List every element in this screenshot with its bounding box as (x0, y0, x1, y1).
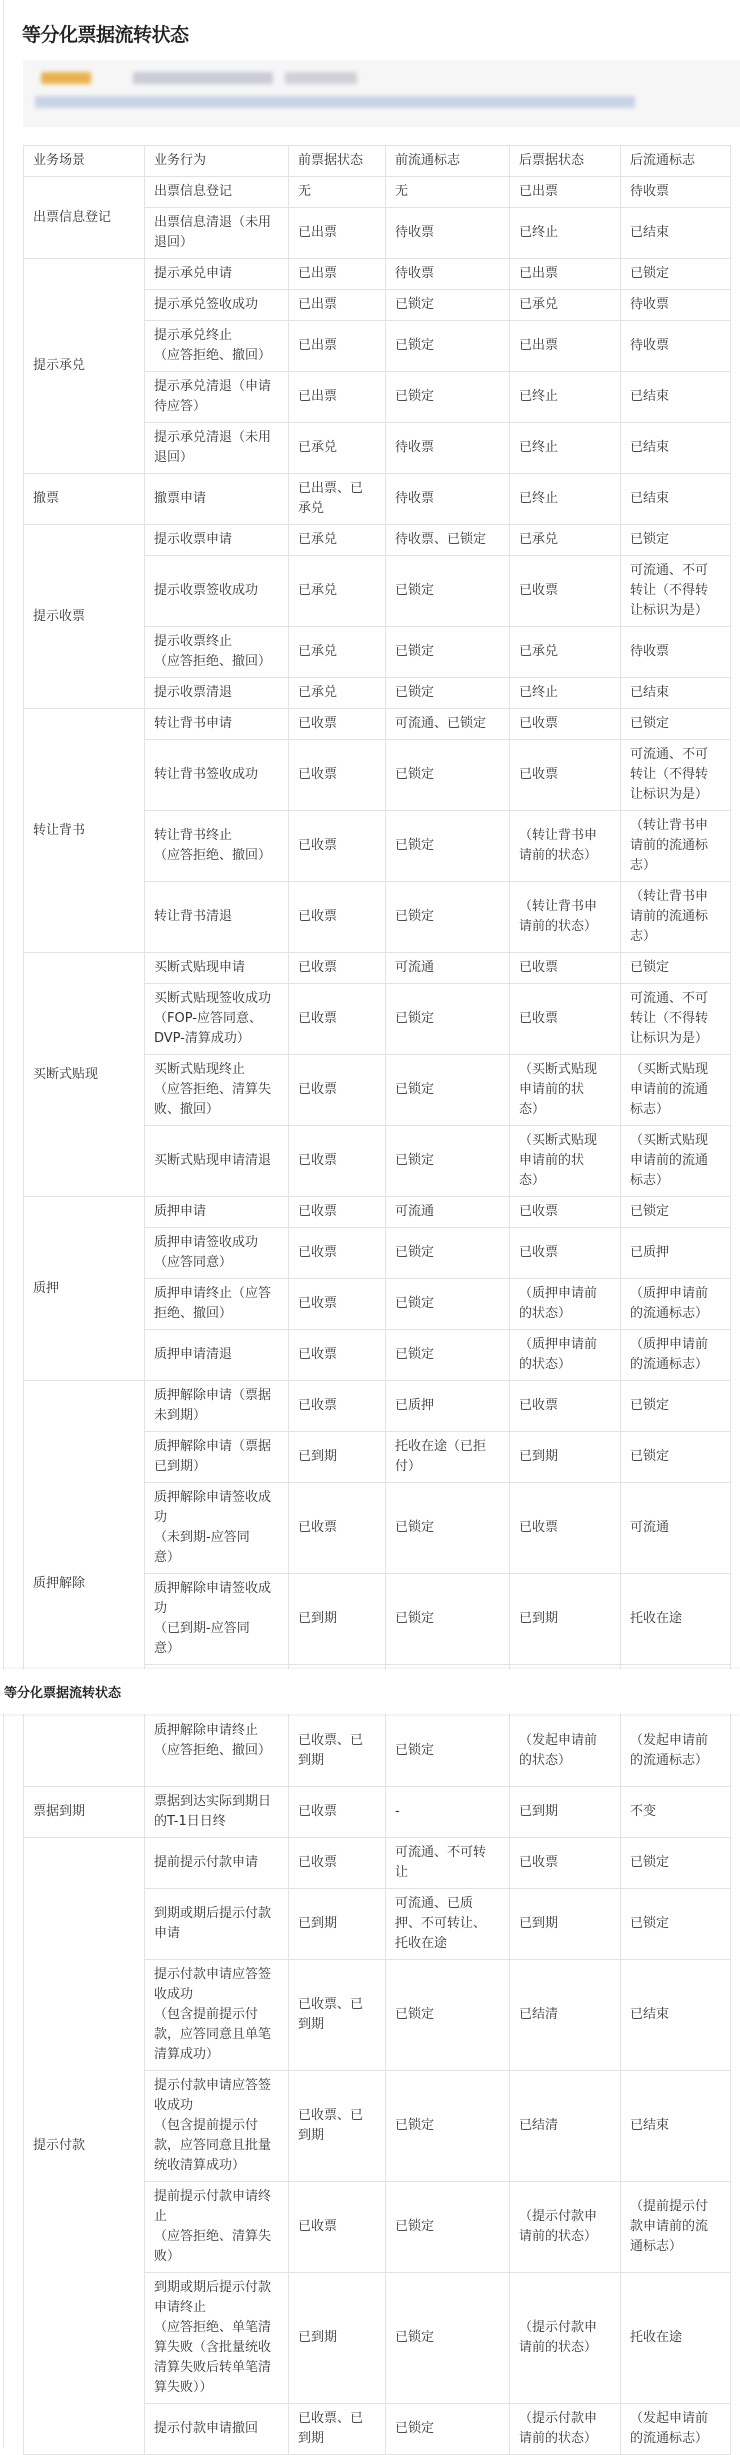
cell-post-circulation-flag: （买断式贴现 申请前的流通 标志） (621, 1126, 731, 1197)
cell-post-circulation-flag: （发起申请前 的流通标志） (621, 1665, 731, 1787)
cell-action: 质押解除申请终止 （应答拒绝、撤回） (145, 1665, 289, 1787)
cell-prev-circulation-flag: 已锁定 (386, 2404, 510, 2455)
cell-prev-circulation-flag: 待收票、已锁定 (386, 525, 510, 556)
cell-action: 票据到达实际到期日 的T-1日日终 (145, 1787, 289, 1838)
cell-post-circulation-flag: 托收在途 (621, 1574, 731, 1665)
table-row (24, 709, 731, 740)
cell-post-bill-status: （买断式贴现 申请前的状 态） (510, 1055, 621, 1126)
cell-post-bill-status: 已终止 (510, 208, 621, 259)
cell-prev-circulation-flag: - (386, 1787, 510, 1838)
cell-prev-bill-status: 已收票 (289, 740, 386, 811)
cell-post-circulation-flag: 已结束 (621, 423, 731, 474)
author-badge-icon (41, 72, 91, 84)
cell-action: 到期或期后提示付款 申请 (145, 1889, 289, 1960)
cell-post-circulation-flag: 可流通、不可 转让（不得转 让标识为是） (621, 556, 731, 627)
cell-prev-circulation-flag: 已锁定 (386, 678, 510, 709)
cell-post-bill-status: 已收票 (510, 740, 621, 811)
cell-scene: 提示承兑 (24, 259, 145, 474)
cell-post-circulation-flag: 待收票 (621, 321, 731, 372)
cell-action: 提示付款申请应答签 收成功 （包含提前提示付 款，应答同意且批量 统收清算成功） (145, 2071, 289, 2182)
header-scene: 业务场景 (24, 146, 145, 177)
cell-post-bill-status: 已到期 (510, 1574, 621, 1665)
cell-scene: 买断式贴现 (24, 953, 145, 1197)
cell-action: 质押申请清退 (145, 1330, 289, 1381)
cell-post-bill-status: （买断式贴现 申请前的状 态） (510, 1126, 621, 1197)
table-row (24, 259, 731, 290)
cell-post-circulation-flag: 已锁定 (621, 709, 731, 740)
table-row (24, 525, 731, 556)
cell-prev-bill-status: 已收票 (289, 709, 386, 740)
cell-post-bill-status: 已收票 (510, 556, 621, 627)
cell-post-bill-status: （转让背书申 请前的状态） (510, 811, 621, 882)
cell-prev-circulation-flag: 已质押 (386, 1381, 510, 1432)
table-row (24, 1838, 731, 1889)
cell-action: 到期或期后提示付款 申请终止 （应答拒绝、单笔清 算失败（含批量统收 清算失败后转单笔清 算失败）） (145, 2273, 289, 2404)
cell-post-bill-status: （质押申请前 的状态） (510, 1279, 621, 1330)
cell-post-bill-status: 已出票 (510, 321, 621, 372)
cell-post-bill-status: 已收票 (510, 1838, 621, 1889)
cell-action: 提示承兑终止 （应答拒绝、撤回） (145, 321, 289, 372)
cell-prev-circulation-flag: 已锁定 (386, 740, 510, 811)
cell-action: 撤票申请 (145, 474, 289, 525)
cell-prev-bill-status: 已出票 (289, 290, 386, 321)
cell-post-circulation-flag: 已结束 (621, 208, 731, 259)
cell-prev-circulation-flag: 已锁定 (386, 1960, 510, 2071)
cell-prev-bill-status: 已承兑 (289, 678, 386, 709)
cell-prev-circulation-flag: 已锁定 (386, 1574, 510, 1665)
cell-prev-bill-status: 已收票 (289, 953, 386, 984)
cell-prev-circulation-flag: 待收票 (386, 259, 510, 290)
cell-prev-circulation-flag: 已锁定 (386, 1665, 510, 1787)
cell-post-bill-status: （提示付款申 请前的状态） (510, 2182, 621, 2273)
cell-prev-bill-status: 已收票、已 到期 (289, 1665, 386, 1787)
cell-scene: 质押 (24, 1197, 145, 1381)
cell-prev-bill-status: 已收票 (289, 1228, 386, 1279)
cell-prev-bill-status: 已收票 (289, 1279, 386, 1330)
cell-post-bill-status: 已到期 (510, 1432, 621, 1483)
cell-prev-bill-status: 已出票 (289, 259, 386, 290)
cell-post-circulation-flag: 可流通 (621, 1483, 731, 1574)
cell-action: 提示付款申请撤回 (145, 2404, 289, 2455)
cell-post-circulation-flag: （转让背书申 请前的流通标 志） (621, 811, 731, 882)
cell-action: 质押申请签收成功 （应答同意） (145, 1228, 289, 1279)
cell-post-circulation-flag: 已锁定 (621, 953, 731, 984)
page-title: 等分化票据流转状态 (22, 24, 189, 46)
cell-scene: 撤票 (24, 474, 145, 525)
cell-post-bill-status: 已收票 (510, 953, 621, 984)
cell-prev-bill-status: 已到期 (289, 1432, 386, 1483)
cell-prev-circulation-flag: 已锁定 (386, 2182, 510, 2273)
table-row (24, 953, 731, 984)
table-row (24, 177, 731, 208)
cell-prev-circulation-flag: 已锁定 (386, 1330, 510, 1381)
cell-action: 质押解除申请（票据 未到期） (145, 1381, 289, 1432)
cell-prev-bill-status: 无 (289, 177, 386, 208)
cell-action: 提示收票申请 (145, 525, 289, 556)
cell-action: 质押解除申请签收成 功 （已到期-应答同 意） (145, 1574, 289, 1665)
cell-post-circulation-flag: 已结束 (621, 2071, 731, 2182)
cell-scene: 质押解除 (24, 1381, 145, 1787)
blurred-source-line (35, 96, 635, 108)
cell-prev-circulation-flag: 已锁定 (386, 882, 510, 953)
cell-action: 买断式贴现签收成功 （FOP-应答同意、 DVP-清算成功） (145, 984, 289, 1055)
cell-prev-circulation-flag: 可流通、不可转 让 (386, 1838, 510, 1889)
cell-post-bill-status: 已终止 (510, 474, 621, 525)
cell-prev-circulation-flag: 待收票 (386, 208, 510, 259)
cell-prev-bill-status: 已收票 (289, 984, 386, 1055)
cell-prev-bill-status: 已承兑 (289, 627, 386, 678)
cell-post-bill-status: （转让背书申 请前的状态） (510, 882, 621, 953)
blurred-meta (285, 72, 357, 84)
cell-scene: 出票信息登记 (24, 177, 145, 259)
cell-prev-circulation-flag: 已锁定 (386, 1126, 510, 1197)
cell-post-circulation-flag: （发起申请前 的流通标志） (621, 2404, 731, 2455)
cell-post-circulation-flag: 待收票 (621, 290, 731, 321)
cell-post-bill-status: 已终止 (510, 372, 621, 423)
cell-prev-bill-status: 已到期 (289, 1574, 386, 1665)
cell-post-bill-status: （提示付款申 请前的状态） (510, 2404, 621, 2455)
cell-action: 出票信息清退（未用 退回） (145, 208, 289, 259)
cell-prev-bill-status: 已到期 (289, 2273, 386, 2404)
cell-prev-circulation-flag: 已锁定 (386, 811, 510, 882)
blurred-author-name (133, 72, 273, 84)
cell-action: 质押解除申请（票据 已到期） (145, 1432, 289, 1483)
cell-post-bill-status: 已收票 (510, 709, 621, 740)
cell-post-circulation-flag: 待收票 (621, 627, 731, 678)
cell-action: 提示承兑申请 (145, 259, 289, 290)
cell-prev-circulation-flag: 已锁定 (386, 2273, 510, 2404)
cell-post-bill-status: 已收票 (510, 1197, 621, 1228)
cell-post-bill-status: 已收票 (510, 1483, 621, 1574)
cell-action: 提示收票清退 (145, 678, 289, 709)
cell-post-circulation-flag: （转让背书申 请前的流通标 志） (621, 882, 731, 953)
cell-prev-circulation-flag: 已锁定 (386, 627, 510, 678)
cell-action: 提前提示付款申请 (145, 1838, 289, 1889)
cell-prev-circulation-flag: 已锁定 (386, 1055, 510, 1126)
cell-prev-circulation-flag: 已锁定 (386, 1279, 510, 1330)
header-action: 业务行为 (145, 146, 289, 177)
table-header-row (24, 146, 731, 177)
cell-prev-circulation-flag: 无 (386, 177, 510, 208)
cell-post-bill-status: 已终止 (510, 678, 621, 709)
cell-prev-circulation-flag: 可流通 (386, 1197, 510, 1228)
cell-post-bill-status: 已结清 (510, 2071, 621, 2182)
cell-prev-bill-status: 已收票 (289, 1787, 386, 1838)
cell-action: 质押申请终止（应答 拒绝、撤回） (145, 1279, 289, 1330)
cell-action: 提示承兑清退（未用 退回） (145, 423, 289, 474)
cell-action: 出票信息登记 (145, 177, 289, 208)
cell-action: 提示承兑签收成功 (145, 290, 289, 321)
cell-prev-bill-status: 已收票 (289, 1126, 386, 1197)
cell-action: 质押申请 (145, 1197, 289, 1228)
cell-post-circulation-flag: 已结束 (621, 678, 731, 709)
cell-post-circulation-flag: （提前提示付 款申请前的流 通标志） (621, 2182, 731, 2273)
cell-prev-circulation-flag: 待收票 (386, 474, 510, 525)
cell-post-bill-status: 已出票 (510, 259, 621, 290)
cell-post-circulation-flag: （质押申请前 的流通标志） (621, 1330, 731, 1381)
cell-prev-bill-status: 已收票 (289, 811, 386, 882)
cell-prev-circulation-flag: 已锁定 (386, 556, 510, 627)
cell-post-bill-status: 已出票 (510, 177, 621, 208)
cell-prev-circulation-flag: 托收在途（已拒 付） (386, 1432, 510, 1483)
cell-prev-bill-status: 已承兑 (289, 525, 386, 556)
header-post-circulation-flag: 后流通标志 (621, 146, 731, 177)
cell-prev-bill-status: 已收票 (289, 1381, 386, 1432)
bill-status-table (23, 145, 731, 2455)
cell-post-bill-status: 已到期 (510, 1787, 621, 1838)
cell-post-circulation-flag: 已质押 (621, 1228, 731, 1279)
cell-action: 提示付款申请应答签 收成功 （包含提前提示付 款，应答同意且单笔 清算成功） (145, 1960, 289, 2071)
cell-scene: 转让背书 (24, 709, 145, 953)
cell-prev-bill-status: 已收票 (289, 1055, 386, 1126)
cell-action: 买断式贴现申请清退 (145, 1126, 289, 1197)
cell-prev-circulation-flag: 待收票 (386, 423, 510, 474)
cell-post-bill-status: （质押申请前 的状态） (510, 1330, 621, 1381)
cell-prev-bill-status: 已出票 (289, 208, 386, 259)
cell-post-circulation-flag: 已锁定 (621, 525, 731, 556)
cell-prev-circulation-flag: 可流通、已质 押、不可转让、 托收在途 (386, 1889, 510, 1960)
header-post-bill-status: 后票据状态 (510, 146, 621, 177)
cell-action: 提前提示付款申请终 止 （应答拒绝、清算失 败） (145, 2182, 289, 2273)
cell-prev-circulation-flag: 可流通、已锁定 (386, 709, 510, 740)
sticky-title-bar (0, 1669, 740, 1714)
cell-post-bill-status: 已承兑 (510, 290, 621, 321)
cell-prev-bill-status: 已收票 (289, 1483, 386, 1574)
cell-prev-bill-status: 已收票 (289, 1197, 386, 1228)
cell-action: 转让背书清退 (145, 882, 289, 953)
cell-post-circulation-flag: 已锁定 (621, 1381, 731, 1432)
cell-post-circulation-flag: 已锁定 (621, 1889, 731, 1960)
cell-post-bill-status: 已终止 (510, 423, 621, 474)
cell-prev-circulation-flag: 可流通 (386, 953, 510, 984)
page-left-border (3, 0, 4, 2448)
cell-prev-circulation-flag: 已锁定 (386, 2071, 510, 2182)
cell-post-circulation-flag: （买断式贴现 申请前的流通 标志） (621, 1055, 731, 1126)
cell-post-bill-status: 已到期 (510, 1889, 621, 1960)
cell-post-circulation-flag: 可流通、不可 转让（不得转 让标识为是） (621, 740, 731, 811)
cell-prev-bill-status: 已收票 (289, 882, 386, 953)
cell-post-bill-status: 已承兑 (510, 525, 621, 556)
cell-post-circulation-flag: 已锁定 (621, 1197, 731, 1228)
cell-prev-bill-status: 已收票、已 到期 (289, 1960, 386, 2071)
cell-prev-circulation-flag: 已锁定 (386, 1228, 510, 1279)
cell-action: 提示收票终止 （应答拒绝、撤回） (145, 627, 289, 678)
cell-action: 转让背书申请 (145, 709, 289, 740)
cell-post-circulation-flag: 已锁定 (621, 1838, 731, 1889)
sticky-title: 等分化票据流转状态 (4, 1685, 122, 1701)
cell-prev-bill-status: 已出票 (289, 372, 386, 423)
cell-post-circulation-flag: 已结束 (621, 474, 731, 525)
cell-prev-circulation-flag: 已锁定 (386, 1483, 510, 1574)
cell-post-bill-status: 已承兑 (510, 627, 621, 678)
cell-prev-bill-status: 已出票 (289, 321, 386, 372)
cell-action: 质押解除申请签收成 功 （未到期-应答同 意） (145, 1483, 289, 1574)
table-row (24, 474, 731, 525)
cell-post-circulation-flag: 可流通、不可 转让（不得转 让标识为是） (621, 984, 731, 1055)
cell-post-bill-status: 已收票 (510, 984, 621, 1055)
cell-prev-bill-status: 已出票、已 承兑 (289, 474, 386, 525)
cell-prev-bill-status: 已收票 (289, 1838, 386, 1889)
cell-action: 买断式贴现终止 （应答拒绝、清算失 败、撤回） (145, 1055, 289, 1126)
cell-action: 提示承兑清退（申请 待应答） (145, 372, 289, 423)
cell-prev-circulation-flag: 已锁定 (386, 984, 510, 1055)
cell-post-circulation-flag: 已锁定 (621, 259, 731, 290)
cell-post-bill-status: 已收票 (510, 1381, 621, 1432)
author-info-box-blurred (23, 60, 740, 127)
cell-prev-bill-status: 已承兑 (289, 423, 386, 474)
cell-post-circulation-flag: 托收在途 (621, 2273, 731, 2404)
cell-prev-bill-status: 已收票 (289, 1330, 386, 1381)
cell-post-circulation-flag: 已结束 (621, 1960, 731, 2071)
cell-action: 提示收票签收成功 (145, 556, 289, 627)
header-prev-circulation-flag: 前流通标志 (386, 146, 510, 177)
cell-prev-circulation-flag: 已锁定 (386, 372, 510, 423)
cell-prev-circulation-flag: 已锁定 (386, 321, 510, 372)
cell-post-bill-status: 已结清 (510, 1960, 621, 2071)
cell-scene: 提示收票 (24, 525, 145, 709)
cell-scene: 票据到期 (24, 1787, 145, 1838)
cell-post-circulation-flag: 待收票 (621, 177, 731, 208)
cell-prev-bill-status: 已承兑 (289, 556, 386, 627)
table-row (24, 1197, 731, 1228)
cell-prev-circulation-flag: 已锁定 (386, 290, 510, 321)
cell-post-circulation-flag: 已锁定 (621, 1432, 731, 1483)
cell-post-bill-status: （发起申请前 的状态） (510, 1665, 621, 1787)
cell-scene: 提示付款 (24, 1838, 145, 2455)
cell-post-bill-status: （提示付款申 请前的状态） (510, 2273, 621, 2404)
cell-post-circulation-flag: 不变 (621, 1787, 731, 1838)
cell-action: 转让背书终止 （应答拒绝、撤回） (145, 811, 289, 882)
cell-action: 转让背书签收成功 (145, 740, 289, 811)
cell-post-circulation-flag: 已结束 (621, 372, 731, 423)
table-row (24, 1787, 731, 1838)
cell-prev-bill-status: 已收票、已 到期 (289, 2071, 386, 2182)
cell-prev-bill-status: 已到期 (289, 1889, 386, 1960)
cell-action: 买断式贴现申请 (145, 953, 289, 984)
table-row (24, 1381, 731, 1432)
cell-prev-bill-status: 已收票 (289, 2182, 386, 2273)
cell-prev-bill-status: 已收票、已 到期 (289, 2404, 386, 2455)
cell-post-circulation-flag: （质押申请前 的流通标志） (621, 1279, 731, 1330)
header-prev-bill-status: 前票据状态 (289, 146, 386, 177)
cell-post-bill-status: 已收票 (510, 1228, 621, 1279)
